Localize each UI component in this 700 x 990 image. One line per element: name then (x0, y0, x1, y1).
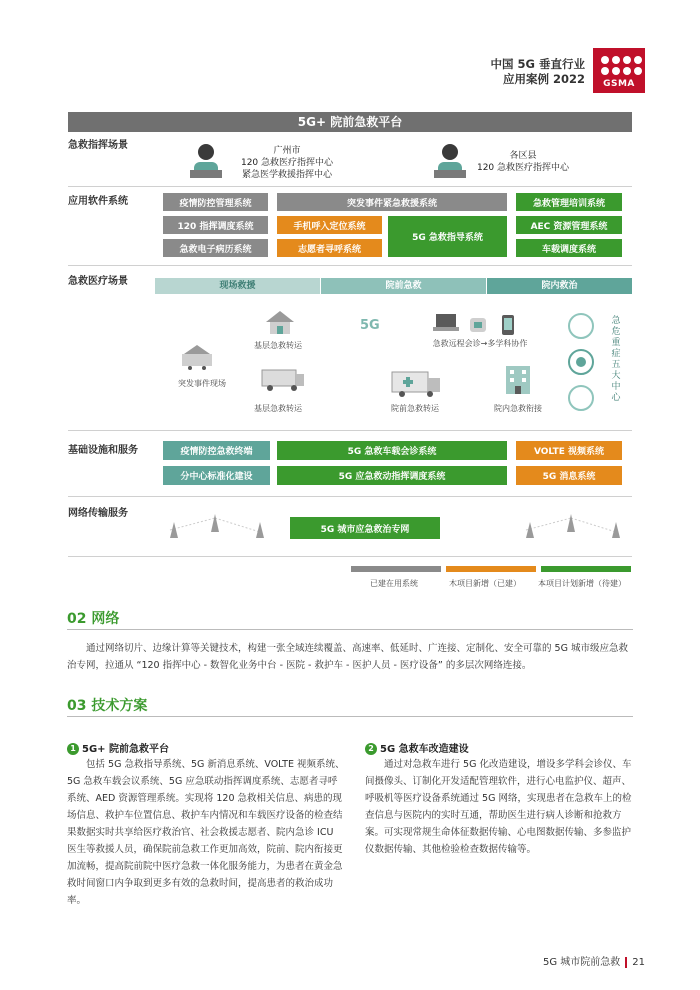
row-label-software: 应用软件系统 (68, 196, 128, 207)
dispatcher-icon-district (432, 140, 468, 180)
district-line2: 120 急救医疗指挥中心 (476, 163, 570, 173)
legend-swatch-existing (351, 566, 441, 572)
device-icon (468, 316, 488, 334)
volte-box: VOLTE 视频系统 (516, 441, 622, 460)
emergency-rescue-box: 突发事件紧急救援系统 (277, 193, 507, 211)
g5-command-box: 5G 急救指导系统 (388, 216, 507, 257)
divider (68, 496, 632, 497)
divider (68, 430, 632, 431)
district-line1: 各区县 (509, 151, 537, 161)
label-remote-diag: 急救远程会诊 (432, 339, 481, 348)
row-label-infra: 基础设施和服务 (68, 445, 138, 456)
gz-line3: 紧急医学救援指挥中心 (241, 170, 332, 180)
phase-inhospital: 院内救治 (487, 278, 632, 294)
divider (68, 186, 632, 187)
legend-swatch-new-built (446, 566, 536, 572)
laptop-icon (432, 312, 460, 334)
subsection-1-title-text: 5G+ 院前急救平台 (82, 744, 170, 755)
label-primary-transfer-1: 基层急救转运 (254, 341, 302, 350)
row-label-medical: 急救医疗场景 (68, 276, 128, 287)
aec-box: AEC 资源管理系统 (516, 216, 622, 234)
subsection-2-title (365, 740, 469, 755)
dispatch-center-guangzhou (222, 145, 352, 181)
label-inhospital-link: 院内急救衔接 (494, 404, 542, 413)
dispatch-120-box: 120 指挥调度系统 (163, 216, 268, 234)
legend-existing: 已建在用系统 (370, 579, 418, 588)
subsection-2-body: 通过对急救车进行 5G 化改造建设，增设多学科会诊仪、车间摄像头、订制化开发适配管理软件，进行心电监护仪、超声、呼吸机等医疗设备系统通过 5G 网络，实现患者在急救车上的检查信息与医院内的实时互通，帮助医生进行病人诊断和抢救方案。可实现常规生命体征数据传输、心电图数据传输、多参监护仪数据传输、其他检验检查数据传输等。 (365, 759, 632, 855)
g5-private-network-box: 5G 城市应急救治专网 (290, 517, 440, 539)
label-critical-centers: 急危重症五大中心 (611, 316, 621, 403)
legend-new-built: 木项目新增（已建） (449, 579, 521, 588)
subsection-1-body: 包括 5G 急救指导系统、5G 新消息系统、VOLTE 视频系统、5G 急救车载会议系统、5G 应急联动指挥调度系统、志愿者寻呼系统、AED 资源管理系统。实现将 120 急救相关信息、病患的现场信息、救护车位置信息、救护车内情况和车载医疗设备的检查结果数据实时共享给医疗救治官、社会救援志愿者、院内急诊 ICU 医生等救援人员，确保院前急救工作更加高效，院前、院内衔接更加流畅，提高院前院中医疗急救一体化服务能力，为患者在黄金急救时间窗口内争取到更多有效的急救时间，提高患者的救治成功率。 (67, 759, 345, 906)
row-label-dispatch: 急救指挥场景 (68, 140, 128, 151)
volunteer-box: 志愿者寻呼系统 (277, 239, 382, 257)
training-box: 急救管理培训系统 (516, 193, 622, 211)
g5-conference-box: 5G 急救车载会诊系统 (277, 441, 507, 460)
epidemic-mgmt-box: 疫情防控管理系统 (163, 193, 268, 211)
epidemic-terminal-box: 疫情防控急救终端 (163, 441, 270, 460)
divider (68, 265, 632, 266)
section-02-body: 通过网络切片、边缘计算等关键技术，构建一张全域连续覆盖、高速率、低延时、广连接、定制化、安全可靠的 5G 城市级应急救治专网，拉通从 “120 指挥中心 - 数智化业务中台 - 医院 - 救护车 - 医护人员 - 医疗设备” 的多层次网络连接。 (67, 643, 628, 671)
vehicle-dispatch-box: 车载调度系统 (516, 239, 622, 257)
label-sudden-event: 突发事件现场 (178, 379, 226, 388)
page-number: 21 (632, 957, 645, 968)
section-02-title: 02 网络 (67, 611, 120, 627)
ambulance-icon-prehospital (390, 366, 442, 398)
five-centers-icon (566, 312, 596, 412)
hand-location-box: 手机呼入定位系统 (277, 216, 382, 234)
gsma-logo-text: GSMA (603, 79, 635, 89)
platform-title: 5G+ 院前急救平台 (68, 112, 632, 132)
subsection-2-title-text: 5G 急救车改造建设 (380, 744, 469, 755)
label-mdt: 多学科协作 (487, 339, 528, 348)
legend-swatch-planned (541, 566, 631, 572)
number-1-icon: 1 (67, 743, 79, 755)
report-title-line2: 应用案例 2022 (502, 72, 585, 86)
g5-linkage-box: 5G 应急救动指挥调度系统 (277, 466, 507, 485)
accident-scene-icon (180, 342, 214, 370)
report-title-line1: 中国 5G 垂直行业 (490, 57, 585, 71)
divider (68, 556, 632, 557)
emr-box: 急救电子病历系统 (163, 239, 268, 257)
phase-onsite: 现场救援 (155, 278, 320, 294)
phase-prehospital: 院前急救 (321, 278, 486, 294)
page-footer (543, 953, 645, 968)
gsma-logo (593, 48, 645, 93)
sub-center-box: 分中心标准化建设 (163, 466, 270, 485)
legend-planned: 本项目计划新增（待建） (538, 579, 626, 588)
hospital-icon (500, 362, 536, 396)
subsection-1-title (67, 740, 169, 755)
remote-consult-row (420, 338, 540, 349)
village-clinic-icon (262, 308, 298, 336)
gz-line1: 广州市 (273, 146, 301, 156)
g5-message-box: 5G 消息系统 (516, 466, 622, 485)
footer-divider (625, 957, 627, 968)
g5-logo-icon: 5G (360, 318, 380, 333)
footer-title: 5G 城市院前急救 (542, 957, 621, 968)
network-towers-left (160, 510, 270, 540)
number-2-icon: 2 (365, 743, 377, 755)
section-03-rule (67, 716, 633, 717)
network-towers-right (516, 510, 626, 540)
row-label-network: 网络传输服务 (68, 508, 128, 519)
dispatcher-icon (188, 140, 224, 180)
section-03-title: 03 技术方案 (67, 698, 148, 714)
label-prehospital-transfer: 院前急救转运 (391, 404, 439, 413)
dispatch-center-district (468, 150, 578, 174)
ambulance-icon-onsite (260, 362, 306, 392)
report-title (491, 57, 585, 87)
phone-icon (500, 314, 516, 336)
arrow-icon: → (480, 339, 488, 348)
section-02-rule (67, 629, 633, 630)
gz-line2: 120 急救医疗指挥中心 (240, 158, 334, 168)
label-primary-transfer-2: 基层急救转运 (254, 404, 302, 413)
